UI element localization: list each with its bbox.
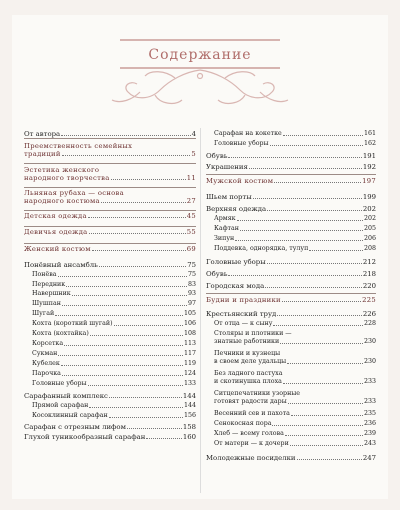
page-number: 113 bbox=[183, 340, 196, 347]
toc-entry bbox=[214, 430, 376, 438]
toc-entry-title: Прямой сарафан bbox=[32, 402, 89, 409]
leader-dots bbox=[101, 202, 186, 203]
toc-entry bbox=[32, 350, 196, 358]
toc-entry-title-cont: знатные работники bbox=[214, 338, 280, 345]
toc-entry bbox=[24, 392, 196, 400]
toc-entry-title: Верхняя одежда bbox=[206, 205, 267, 213]
toc-entry-title-cont: в своем деле удальцы bbox=[214, 358, 287, 365]
toc-entry-title-cont: традиций bbox=[24, 150, 61, 158]
toc-entry bbox=[214, 140, 376, 148]
leader-dots bbox=[297, 459, 362, 460]
toc-entry bbox=[214, 130, 376, 138]
page-title: Содержание bbox=[148, 47, 252, 63]
toc-entry-title: Кохта (короткий шугай) bbox=[32, 320, 113, 327]
toc-entry bbox=[24, 142, 196, 158]
toc-entry bbox=[32, 412, 196, 420]
page-number: 199 bbox=[362, 193, 376, 201]
toc-entry bbox=[214, 410, 376, 418]
page-number: 212 bbox=[362, 258, 376, 266]
page-number: 69 bbox=[186, 245, 196, 253]
leader-dots bbox=[309, 250, 363, 251]
toc-entry-title: Глухой туникообразный сарафан bbox=[24, 433, 146, 441]
toc-entry bbox=[24, 166, 196, 182]
toc-entry-title: Ситцепечатники узорные bbox=[214, 390, 301, 397]
page-number: 247 bbox=[362, 454, 376, 462]
toc-entry-title: Обувь bbox=[206, 270, 228, 278]
page-number: 235 bbox=[363, 410, 376, 417]
toc-entry-title: Головные уборы bbox=[214, 140, 269, 147]
toc-entry bbox=[206, 270, 376, 278]
toc-entry-title: Городская мода bbox=[206, 282, 265, 290]
toc-entry bbox=[214, 215, 376, 223]
leader-dots bbox=[62, 375, 183, 376]
leader-dots bbox=[109, 417, 183, 418]
leader-dots bbox=[249, 168, 362, 169]
section-rule bbox=[24, 163, 196, 164]
page-number: 97 bbox=[187, 300, 196, 307]
page-number: 144 bbox=[183, 402, 196, 409]
page-number: 55 bbox=[186, 228, 196, 236]
leader-dots bbox=[109, 397, 182, 398]
toc-entry bbox=[214, 320, 376, 328]
toc-entry-title: Преемственность семейных bbox=[24, 142, 133, 150]
page-number: 202 bbox=[363, 215, 376, 222]
toc-entry-title: Девичья одежда bbox=[24, 228, 88, 236]
toc-entry bbox=[214, 330, 376, 346]
toc-entry bbox=[206, 152, 376, 160]
toc-entry bbox=[32, 320, 196, 328]
toc-entry-title: Женский костюм bbox=[24, 245, 91, 253]
leader-dots bbox=[270, 145, 363, 146]
page-number: 225 bbox=[362, 296, 376, 304]
leader-dots bbox=[283, 383, 363, 384]
toc-entry bbox=[32, 310, 196, 318]
leader-dots bbox=[114, 325, 183, 326]
page-number: 233 bbox=[363, 378, 376, 385]
toc-entry-title: Хлеб — всему голова bbox=[214, 430, 284, 437]
leader-dots bbox=[277, 315, 362, 316]
toc-entry bbox=[24, 130, 196, 138]
toc-entry-title: Печники и кузнецы bbox=[214, 350, 281, 357]
toc-entry bbox=[32, 340, 196, 348]
toc-entry-title: Столяры и плотники — bbox=[214, 330, 292, 337]
toc-entry-title-cont: готовят радости дары bbox=[214, 398, 287, 405]
leader-dots bbox=[237, 220, 363, 221]
toc-entry-title-cont: народного творчества bbox=[24, 174, 110, 182]
toc-entry-title: Корсетка bbox=[32, 340, 64, 347]
section-rule bbox=[206, 174, 376, 175]
toc-entry-title: Сарафанный комплекс bbox=[24, 392, 108, 400]
toc-entry bbox=[32, 281, 196, 289]
toc-entry-title: Парочка bbox=[32, 370, 61, 377]
page-number: 162 bbox=[363, 140, 376, 147]
page-number: 108 bbox=[183, 330, 196, 337]
leader-dots bbox=[240, 230, 363, 231]
leader-dots bbox=[272, 425, 362, 426]
toc-entry bbox=[32, 300, 196, 308]
toc-entry bbox=[32, 402, 196, 410]
toc-entry-title: Кохта (кохтайка) bbox=[32, 330, 89, 337]
page-number: 205 bbox=[363, 225, 376, 232]
leader-dots bbox=[280, 343, 363, 344]
section-rule bbox=[24, 226, 196, 227]
page-number: 160 bbox=[182, 433, 196, 441]
leader-dots bbox=[273, 325, 363, 326]
toc-entry-title: Обувь bbox=[206, 152, 228, 160]
page-number: 83 bbox=[187, 281, 196, 288]
toc-entry-title: Сукман bbox=[32, 350, 58, 357]
toc-entry-title: От автора bbox=[24, 130, 61, 138]
section-rule bbox=[24, 210, 196, 211]
page-number: 228 bbox=[363, 320, 376, 327]
toc-entry bbox=[24, 245, 196, 253]
toc-entry-title: Сарафан с отрезным лифом bbox=[24, 423, 126, 431]
leader-dots bbox=[90, 335, 183, 336]
page-number: 75 bbox=[187, 261, 196, 269]
toc-entry-title: Косоклинный сарафан bbox=[32, 412, 108, 419]
leader-dots bbox=[61, 135, 190, 136]
leader-dots bbox=[62, 305, 187, 306]
leader-dots bbox=[146, 438, 182, 439]
page-number: 208 bbox=[363, 245, 376, 252]
toc-entry-title: Головные уборы bbox=[32, 380, 87, 387]
section-rule bbox=[206, 293, 376, 294]
leader-dots bbox=[92, 250, 186, 251]
toc-entry bbox=[32, 271, 196, 279]
toc-entry-title: Шушпан bbox=[32, 300, 61, 307]
leader-dots bbox=[62, 155, 191, 156]
leader-dots bbox=[288, 403, 363, 404]
toc-entry-title: Без ладного пастуха bbox=[214, 370, 283, 377]
column-divider bbox=[200, 128, 201, 493]
toc-entry-title: Головные уборы bbox=[206, 258, 266, 266]
page-number: 233 bbox=[363, 398, 376, 405]
page-number: 230 bbox=[363, 338, 376, 345]
leader-dots bbox=[283, 135, 363, 136]
page-number: 133 bbox=[183, 380, 196, 387]
toc-entry-title: Кубелек bbox=[32, 360, 60, 367]
leader-dots bbox=[111, 179, 186, 180]
page-number: 124 bbox=[183, 370, 196, 377]
toc-entry-title: Зипун bbox=[214, 235, 235, 242]
toc-entry-title-cont: и скотинушка плоха bbox=[214, 378, 282, 385]
leader-dots bbox=[282, 301, 361, 302]
toc-entry bbox=[32, 360, 196, 368]
header bbox=[0, 0, 400, 110]
toc-entry-title: Весенний сев и пахота bbox=[214, 410, 290, 417]
toc-entry-title: Сарафан на кокетке bbox=[214, 130, 282, 137]
page-number: 202 bbox=[362, 205, 376, 213]
leader-dots bbox=[267, 263, 362, 264]
page-number: 226 bbox=[362, 310, 376, 318]
toc-entry-title: Передник bbox=[32, 281, 66, 288]
toc-entry bbox=[32, 370, 196, 378]
leader-dots bbox=[64, 345, 183, 346]
toc-entry bbox=[24, 261, 196, 269]
toc-entry bbox=[206, 282, 376, 290]
toc-entry-title: Эстетика женского bbox=[24, 166, 100, 174]
toc-entry-title: Будни и праздники bbox=[206, 296, 281, 304]
leader-dots bbox=[66, 286, 187, 287]
toc-entry bbox=[32, 290, 196, 298]
section-rule bbox=[24, 138, 196, 139]
page-number: 144 bbox=[182, 392, 196, 400]
leader-dots bbox=[99, 266, 186, 267]
leader-dots bbox=[88, 385, 183, 386]
toc-entry-title: Армяк bbox=[214, 215, 236, 222]
leader-dots bbox=[290, 445, 363, 446]
page-number: 206 bbox=[363, 235, 376, 242]
leader-dots bbox=[88, 217, 186, 218]
toc-entry bbox=[206, 258, 376, 266]
toc-entry-title: От отца — к сыну bbox=[214, 320, 273, 327]
toc-entry bbox=[214, 235, 376, 243]
page-number: 243 bbox=[363, 440, 376, 447]
toc-entry bbox=[206, 163, 376, 171]
toc-entry-title: Кафтан bbox=[214, 225, 239, 232]
page-number: 191 bbox=[362, 152, 376, 160]
page-number: 117 bbox=[183, 350, 196, 357]
page-number: 158 bbox=[182, 423, 196, 431]
toc-entry bbox=[24, 212, 196, 220]
toc-entry bbox=[206, 296, 376, 304]
leader-dots bbox=[72, 295, 187, 296]
section-rule bbox=[24, 243, 196, 244]
page-number: 192 bbox=[362, 163, 376, 171]
toc-entry-title: Понёва bbox=[32, 271, 57, 278]
page-number: 75 bbox=[187, 271, 196, 278]
toc-entry-title: Детская одежда bbox=[24, 212, 87, 220]
toc-entry bbox=[24, 433, 196, 441]
toc-entry bbox=[206, 205, 376, 213]
page-number: 11 bbox=[186, 174, 196, 182]
page-number: 27 bbox=[186, 197, 196, 205]
page-number: 105 bbox=[183, 310, 196, 317]
toc-entry bbox=[24, 228, 196, 236]
toc-entry bbox=[206, 310, 376, 318]
leader-dots bbox=[235, 240, 363, 241]
toc-entry-title: Льняная рубаха — основа bbox=[24, 189, 125, 197]
leader-dots bbox=[58, 276, 187, 277]
page-number: 197 bbox=[362, 177, 376, 185]
toc-entry-title-cont: народного костюма bbox=[24, 197, 100, 205]
toc-entry bbox=[214, 370, 376, 386]
page-number: 220 bbox=[362, 282, 376, 290]
section-rule bbox=[24, 187, 196, 188]
page-number: 236 bbox=[363, 420, 376, 427]
page-number: 230 bbox=[363, 358, 376, 365]
page-number: 5 bbox=[191, 150, 196, 158]
leader-dots bbox=[58, 355, 183, 356]
page-number: 93 bbox=[187, 290, 196, 297]
page-number: 156 bbox=[183, 412, 196, 419]
toc-entry-title: От матери — к дочери bbox=[214, 440, 289, 447]
page-number: 45 bbox=[186, 212, 196, 220]
toc-entry bbox=[214, 350, 376, 366]
toc-entry bbox=[214, 245, 376, 253]
toc-entry-title: Крестьянский труд bbox=[206, 310, 277, 318]
toc-entry-title: Понёвный ансамбль bbox=[24, 261, 98, 269]
toc-entry-title: Молодежные посиделки bbox=[206, 454, 296, 462]
leader-dots bbox=[267, 210, 362, 211]
toc-entry-title: Шугай bbox=[32, 310, 55, 317]
toc-entry bbox=[206, 177, 376, 185]
leader-dots bbox=[228, 275, 361, 276]
toc-entry bbox=[24, 423, 196, 431]
toc-entry-title: Поддевка, однорядка, тулуп bbox=[214, 245, 309, 252]
page-number: 161 bbox=[363, 130, 376, 137]
page-number: 239 bbox=[363, 430, 376, 437]
leader-dots bbox=[89, 233, 186, 234]
toc-entry bbox=[206, 193, 376, 201]
toc-entry-title: Шьем порты bbox=[206, 193, 252, 201]
leader-dots bbox=[55, 315, 183, 316]
page-number: 4 bbox=[191, 130, 196, 138]
toc-entry bbox=[214, 390, 376, 406]
toc-entry bbox=[24, 189, 196, 205]
toc-entry bbox=[32, 380, 196, 388]
toc-entry bbox=[206, 454, 376, 462]
leader-dots bbox=[291, 415, 363, 416]
toc-entry-title: Сенокосная пора bbox=[214, 420, 272, 427]
leader-dots bbox=[265, 287, 362, 288]
toc-entry-title: Мужской костюм bbox=[206, 177, 274, 185]
leader-dots bbox=[61, 365, 183, 366]
leader-dots bbox=[228, 157, 361, 158]
page-number: 119 bbox=[183, 360, 196, 367]
page-number: 218 bbox=[362, 270, 376, 278]
toc-entry bbox=[214, 440, 376, 448]
toc-entry bbox=[214, 420, 376, 428]
leader-dots bbox=[127, 428, 182, 429]
toc-entry bbox=[214, 225, 376, 233]
leader-dots bbox=[89, 407, 183, 408]
leader-dots bbox=[274, 182, 361, 183]
toc-entry-title: Украшения bbox=[206, 163, 248, 171]
page-number: 106 bbox=[183, 320, 196, 327]
toc-entry-title: Навершник bbox=[32, 290, 71, 297]
leader-dots bbox=[285, 435, 363, 436]
leader-dots bbox=[253, 198, 362, 199]
leader-dots bbox=[287, 363, 363, 364]
toc-entry bbox=[32, 330, 196, 338]
